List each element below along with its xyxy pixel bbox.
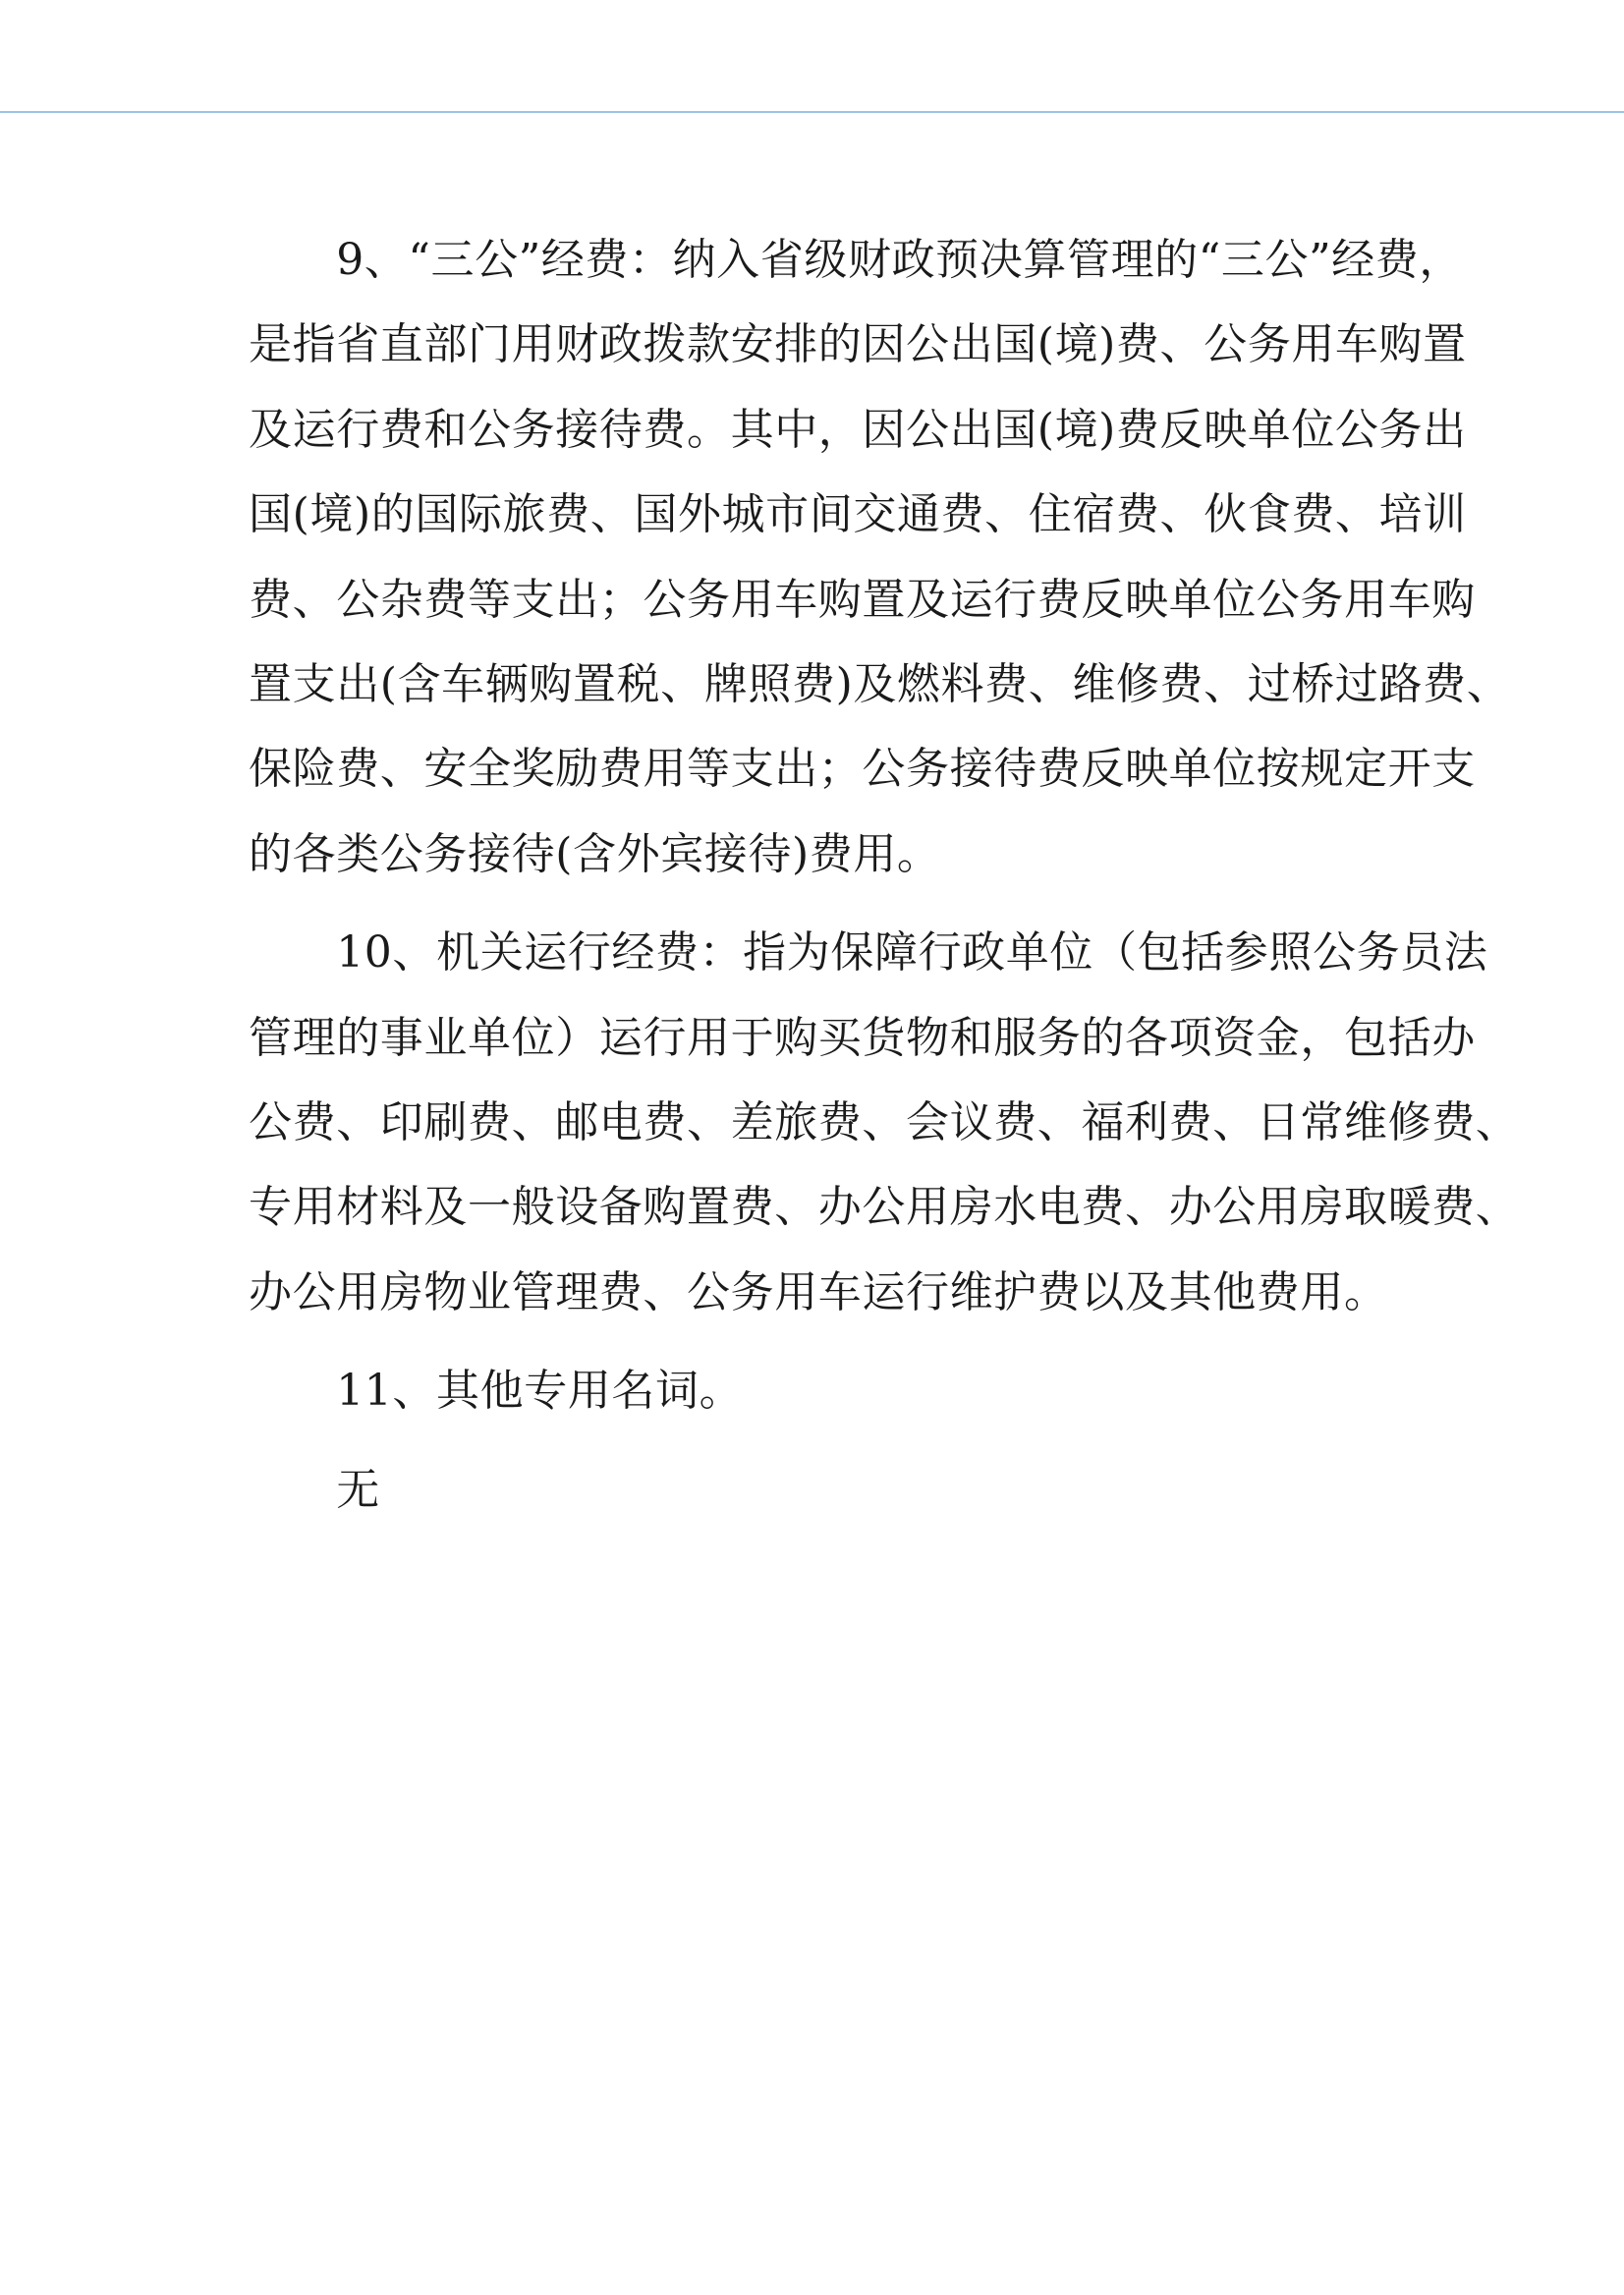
paragraph-agency-operating-expenses	[249, 911, 1520, 1335]
text-line: 10、机关运行经费：指为保障行政单位（包括参照公务员法	[249, 927, 1488, 979]
text-line: 的各类公务接待(含外宾接待)费用。	[249, 828, 941, 879]
paragraph-three-public-expenses	[249, 218, 1511, 897]
paragraph-gap	[249, 1434, 1457, 1448]
paragraph-gap	[249, 897, 1457, 911]
text-line: 费、公杂费等支出；公务用车购置及运行费反映单位公务用车购	[249, 574, 1476, 625]
text-line: 无	[249, 1464, 380, 1515]
paragraph-gap	[249, 1335, 1457, 1349]
text-line: 及运行费和公务接待费。其中，因公出国(境)费反映单位公务出	[249, 404, 1467, 455]
text-line: 保险费、安全奖励费用等支出；公务接待费反映单位按规定开支	[249, 744, 1476, 795]
text-line: 办公用房物业管理费、公务用车运行维护费以及其他费用。	[249, 1266, 1388, 1317]
text-line: 专用材料及一般设备购置费、办公用房水电费、办公用房取暖费、	[249, 1182, 1520, 1233]
text-line: 9、“三公”经费：纳入省级财政预决算管理的“三公”经费，	[249, 235, 1463, 285]
text-line: 管理的事业单位）运行用于购买货物和服务的各项资金，包括办	[249, 1012, 1476, 1063]
text-line: 是指省直部门用财政拨款安排的因公出国(境)费、公务用车购置	[249, 319, 1467, 370]
paragraph-none	[249, 1448, 1457, 1533]
paragraph-other-terms	[249, 1349, 1457, 1433]
text-line: 置支出(含车辆购置税、牌照费)及燃料费、维修费、过桥过路费、	[249, 659, 1511, 710]
text-line: 11、其他专用名词。	[249, 1366, 744, 1417]
text-line: 公费、印刷费、邮电费、差旅费、会议费、福利费、日常维修费、	[249, 1097, 1520, 1148]
text-line: 国(境)的国际旅费、国外城市间交通费、住宿费、伙食费、培训	[249, 489, 1467, 540]
header-rule	[0, 111, 1624, 113]
document-body	[249, 218, 1520, 1533]
